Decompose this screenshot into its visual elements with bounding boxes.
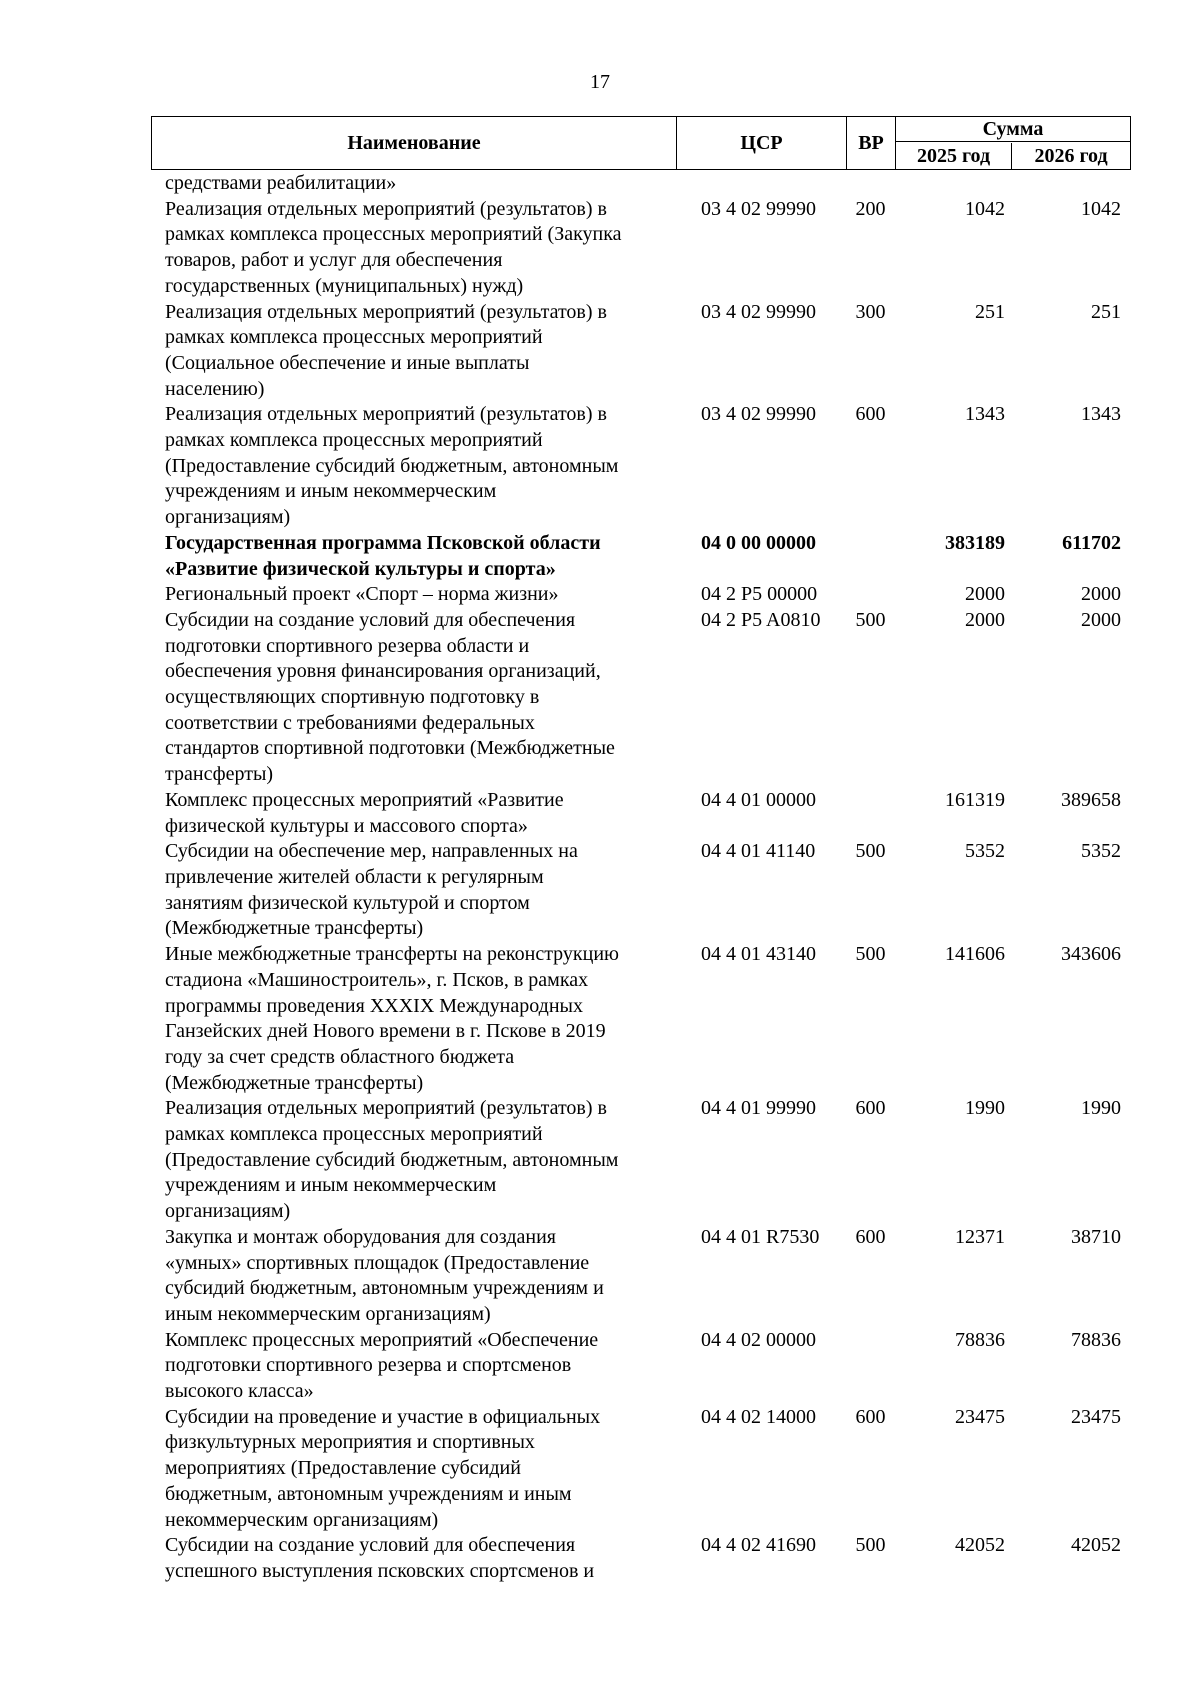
table-row	[151, 942, 1131, 1096]
row-name: Государственная программа Псковской области «Развитие физической культуры и спорта»	[165, 531, 601, 580]
table-row	[151, 1405, 1131, 1534]
row-name: Реализация отдельных мероприятий (результатов) в рамках комплекса процессных мероприятий (Предоставление субсидий бюджетным, автономным учреждениям и иным некоммерческим организациям)	[165, 403, 619, 529]
row-csr-code: 04 2 P5 00000	[701, 583, 818, 606]
row-csr-code: 04 0 00 00000	[701, 531, 816, 554]
row-amount-2026: 1042	[1081, 197, 1121, 220]
row-csr-code: 04 4 01 43140	[701, 943, 816, 966]
row-amount-2026: 343606	[1061, 943, 1121, 966]
row-name: Субсидии на создание условий для обеспечения успешного выступления псковских спортсменов и	[165, 1534, 595, 1582]
row-name: Региональный проект «Спорт – норма жизни»	[165, 583, 559, 606]
table-row	[151, 197, 1131, 300]
row-amount-2025: 1990	[965, 1097, 1005, 1120]
row-csr-code: 03 4 02 99990	[701, 300, 816, 323]
row-amount-2025: 251	[975, 300, 1005, 323]
row-vr-code: 600	[855, 403, 886, 426]
row-amount-2025: 141606	[945, 943, 1005, 966]
row-amount-2026: 38710	[1071, 1225, 1121, 1248]
row-name: Субсидии на обеспечение мер, направленных на привлечение жителей области к регулярным занятиям физической культурой и спортом (Межбюджетные трансферты)	[165, 840, 578, 940]
table-body	[151, 171, 1131, 1585]
row-amount-2025: 383189	[945, 531, 1005, 554]
row-amount-2026: 1343	[1081, 403, 1121, 426]
table-row	[151, 1225, 1131, 1328]
row-vr-code: 500	[855, 1534, 886, 1557]
row-amount-2026: 42052	[1071, 1534, 1121, 1557]
header-year-2025: 2025 год	[896, 143, 1012, 169]
row-csr-code: 04 4 02 00000	[701, 1328, 816, 1351]
row-name: Иные межбюджетные трансферты на реконструкцию стадиона «Машиностроитель», г. Псков, в рамках программы проведения XXXIX Международных Ганзейских дней Нового времени в г. Пскове в 2019 году за счет средств областного бюджета (Межбюджетные трансферты)	[165, 943, 619, 1094]
row-amount-2026: 2000	[1081, 583, 1121, 606]
row-vr-code: 500	[855, 943, 886, 966]
row-amount-2026: 2000	[1081, 608, 1121, 631]
row-csr-code: 04 4 02 41690	[701, 1534, 816, 1557]
table-row	[151, 1096, 1131, 1225]
row-vr-code: 600	[855, 1097, 886, 1120]
row-name: Закупка и монтаж оборудования для создания «умных» спортивных площадок (Предоставление субсидий бюджетным, автономным учреждениям и иным некоммерческим организациям)	[165, 1225, 604, 1325]
header-sum: Сумма	[896, 117, 1130, 142]
table-row	[151, 608, 1131, 788]
header-year-2026: 2026 год	[1034, 144, 1108, 167]
header-csr: ЦСР	[677, 117, 847, 169]
row-vr-code: 600	[855, 1225, 886, 1248]
row-amount-2026: 78836	[1071, 1328, 1121, 1351]
table-row	[151, 582, 1131, 608]
row-amount-2025: 2000	[965, 608, 1005, 631]
row-amount-2026: 611702	[1062, 531, 1121, 554]
row-amount-2026: 5352	[1081, 840, 1121, 863]
row-name: Субсидии на проведение и участие в официальных физкультурных мероприятия и спортивных мероприятиях (Предоставление субсидий бюджетным, автономным учреждениям и иным некоммерческим организациям)	[165, 1405, 601, 1531]
header-name: Наименование	[152, 117, 677, 169]
row-csr-code: 04 4 02 14000	[701, 1405, 816, 1428]
row-amount-2026: 23475	[1071, 1405, 1121, 1428]
row-amount-2026: 251	[1091, 300, 1121, 323]
row-csr-code: 04 4 01 00000	[701, 788, 816, 811]
row-csr-code: 04 4 01 R7530	[701, 1225, 820, 1248]
row-amount-2025: 161319	[945, 788, 1005, 811]
row-csr-code: 03 4 02 99990	[701, 403, 816, 426]
table-row	[151, 402, 1131, 531]
row-amount-2025: 42052	[955, 1534, 1005, 1557]
row-vr-code: 500	[855, 608, 886, 631]
row-amount-2026: 389658	[1061, 788, 1121, 811]
row-amount-2025: 23475	[955, 1405, 1005, 1428]
row-name: средствами реабилитации»	[165, 172, 397, 194]
row-amount-2025: 5352	[965, 840, 1005, 863]
table-header	[151, 116, 1131, 170]
row-amount-2025: 1042	[965, 197, 1005, 220]
row-amount-2025: 12371	[955, 1225, 1005, 1248]
row-amount-2026: 1990	[1081, 1097, 1121, 1120]
row-vr-code: 300	[855, 300, 886, 323]
row-name: Реализация отдельных мероприятий (результатов) в рамках комплекса процессных мероприятий (Социальное обеспечение и иные выплаты населению)	[165, 300, 607, 400]
table-row	[151, 300, 1131, 403]
table-row	[151, 171, 1131, 197]
row-vr-code: 200	[855, 197, 886, 220]
row-name: Субсидии на создание условий для обеспечения подготовки спортивного резерва области и обеспечения уровня финансирования организаций, осуществляющих спортивную подготовку в соответствии с требованиями федеральных стандартов спортивной подготовки (Межбюджетные трансферты)	[165, 608, 615, 786]
table-row	[151, 531, 1131, 582]
row-amount-2025: 2000	[965, 583, 1005, 606]
row-name: Комплекс процессных мероприятий «Обеспечение подготовки спортивного резерва и спортсменов высокого класса»	[165, 1328, 599, 1403]
row-name: Реализация отдельных мероприятий (результатов) в рамках комплекса процессных мероприятий (Предоставление субсидий бюджетным, автономным учреждениям и иным некоммерческим организациям)	[165, 1097, 619, 1223]
table-row	[151, 1328, 1131, 1405]
row-vr-code: 600	[855, 1405, 886, 1428]
row-csr-code: 04 2 P5 A0810	[701, 608, 821, 631]
table-row	[151, 839, 1131, 942]
row-csr-code: 03 4 02 99990	[701, 197, 816, 220]
row-name: Комплекс процессных мероприятий «Развитие физической культуры и массового спорта»	[165, 788, 564, 837]
row-csr-code: 04 4 01 41140	[701, 840, 816, 863]
row-vr-code: 500	[855, 840, 886, 863]
page-number: 17	[590, 71, 610, 93]
row-amount-2025: 78836	[955, 1328, 1005, 1351]
table-row	[151, 788, 1131, 839]
row-name: Реализация отдельных мероприятий (результатов) в рамках комплекса процессных мероприятий (Закупка товаров, работ и услуг для обеспечения государственных (муниципальных) нужд)	[165, 197, 622, 297]
header-vr: ВР	[847, 117, 896, 169]
table-row	[151, 1533, 1131, 1584]
row-amount-2025: 1343	[965, 403, 1005, 426]
row-csr-code: 04 4 01 99990	[701, 1097, 816, 1120]
